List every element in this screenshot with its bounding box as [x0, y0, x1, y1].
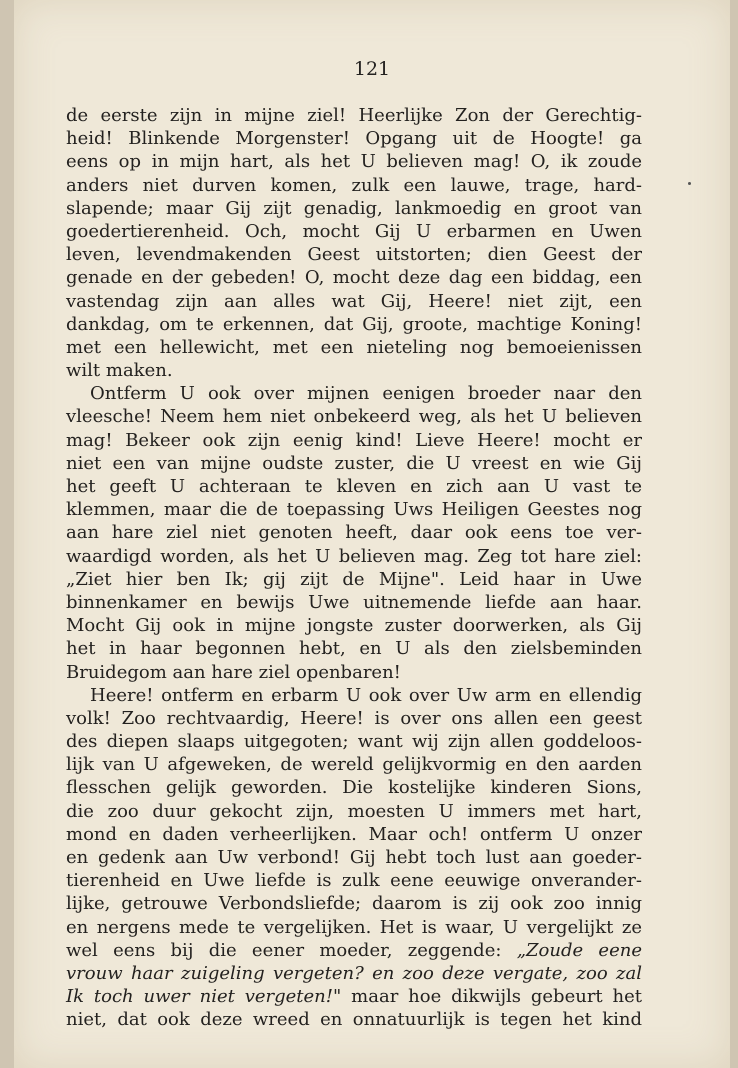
text-line [66, 892, 642, 915]
text-segment: Bruidegom aan hare ziel openbaren! [66, 661, 401, 683]
text-line [66, 197, 642, 220]
text-segment: met een hellewicht, met een nieteling nog bemoeienissen [66, 336, 642, 358]
text-segment: Heere! ontferm en erbarm U ook over Uw arm en ellendig [90, 684, 642, 706]
text-line [66, 405, 642, 428]
text-line [66, 614, 642, 637]
text-segment: „Ziet hier ben Ik; gij zijt de Mijne". Leid haar in Uwe [66, 568, 642, 590]
text-line [66, 521, 642, 544]
text-line [66, 127, 642, 150]
text-segment: die zoo duur gekocht zijn, moesten U immers met hart, [66, 800, 642, 822]
text-line [66, 498, 642, 521]
text-segment: eens op in mijn hart, als het U believen mag! O, ik zoude [66, 151, 642, 173]
text-line [66, 382, 642, 405]
text-segment: volk! Zoo rechtvaardig, Heere! is over ons allen een geest [66, 707, 642, 729]
text-segment: binnenkamer en bewijs Uwe uitnemende liefde aan haar. [66, 591, 642, 613]
text-segment: het geeft U achteraan te kleven en zich aan U vast te [66, 476, 642, 497]
text-segment: maar hoe dikwijls gebeurt het [341, 986, 643, 1008]
text-line [66, 266, 642, 289]
ink-speck [688, 182, 691, 185]
text-line [66, 174, 642, 197]
text-line [66, 800, 642, 823]
text-line [66, 707, 642, 730]
text-line [66, 591, 642, 614]
text-segment: vastendag zijn aan alles wat Gij, Heere! niet zijt, een [66, 290, 642, 312]
text-segment: genade en der gebeden! O, mocht deze dag een biddag, een [66, 267, 642, 289]
text-segment: mond en daden verheerlijken. Maar och! ontferm U onzer [66, 823, 642, 845]
text-line [66, 104, 642, 127]
text-segment: vleesche! Neem hem niet onbekeerd weg, als het U believen [66, 406, 642, 428]
text-segment: tierenheid en Uwe liefde is zulk eene eeuwige onverander- [66, 870, 642, 892]
text-line [66, 730, 642, 753]
text-segment: wel eens bij die eener moeder, zeggende: [66, 939, 517, 961]
text-line [66, 359, 642, 382]
text-line [66, 869, 642, 892]
text-segment: waardigd worden, als het U believen mag. Zeg tot hare ziel: [66, 545, 642, 567]
text-segment: aan hare ziel niet genoten heeft, daar ook eens toe ver- [66, 522, 642, 544]
text-line [66, 661, 642, 684]
italic-text-segment: vrouw haar zuigeling vergeten? en zoo deze vergate, zoo zal [66, 962, 642, 984]
text-segment: Mocht Gij ook in mijne jongste zuster doorwerken, als Gij [66, 615, 642, 637]
text-line [66, 452, 642, 475]
text-line [66, 1008, 642, 1031]
text-line [66, 150, 642, 173]
text-segment: slapende; maar Gij zijt genadig, lankmoedig en groot van [66, 197, 642, 219]
text-line [66, 313, 642, 336]
text-line [66, 962, 642, 985]
text-segment: flesschen gelijk geworden. Die kostelijke kinderen Sions, [66, 777, 642, 799]
text-segment: Ontferm U ook over mijnen eenigen broeder naar den [90, 383, 642, 405]
text-segment: anders niet durven komen, zulk een lauwe, trage, hard- [66, 174, 642, 196]
text-segment: heid! Blinkende Morgenster! Opgang uit de Hoogte! ga [66, 128, 642, 150]
text-segment: het in haar begonnen hebt, en U als den zielsbeminden [66, 638, 642, 660]
text-line [66, 753, 642, 776]
italic-text-segment: „Zoude eene [516, 939, 642, 961]
text-segment: de eerste zijn in mijne ziel! Heerlijke Zon der Gerechtig- [66, 105, 642, 126]
text-segment: lijk van U afgeweken, de wereld gelijkvormig en den aarden [66, 754, 642, 776]
body-text [66, 104, 642, 1032]
text-line [66, 475, 642, 498]
text-segment: lijke, getrouwe Verbondsliefde; daarom is zij ook zoo innig [66, 893, 642, 915]
text-segment: dankdag, om te erkennen, dat Gij, groote, machtige Koning! [66, 313, 642, 335]
text-line [66, 545, 642, 568]
text-line [66, 637, 642, 660]
text-line [66, 429, 642, 452]
text-segment: mag! Bekeer ook zijn eenig kind! Lieve Heere! mocht er [66, 429, 642, 451]
text-segment: wilt maken. [66, 360, 173, 382]
text-line [66, 916, 642, 939]
text-segment: en gedenk aan Uw verbond! Gij hebt toch lust aan goeder- [66, 847, 642, 868]
text-segment: niet een van mijne oudste zuster, die U vreest en wie Gij [66, 452, 642, 474]
text-segment: niet, dat ook deze wreed en onnatuurlijk is tegen het kind [66, 1009, 642, 1031]
text-line [66, 220, 642, 243]
text-segment: goedertierenheid. Och, mocht Gij U erbarmen en Uwen [66, 220, 642, 242]
text-line [66, 568, 642, 591]
text-line [66, 290, 642, 313]
text-line [66, 846, 642, 869]
text-segment: klemmen, maar die de toepassing Uws Heiligen Geestes nog [66, 499, 642, 521]
text-line [66, 243, 642, 266]
italic-text-segment: Ik toch uwer niet vergeten!" [66, 986, 342, 1008]
text-line [66, 939, 642, 962]
text-segment: des diepen slaaps uitgegoten; want wij zijn allen goddeloos- [66, 731, 642, 753]
text-line [66, 336, 642, 359]
text-line [66, 823, 642, 846]
text-segment: leven, levendmakenden Geest uitstorten; dien Geest der [66, 244, 642, 266]
page-number: 121 [353, 58, 391, 80]
text-segment: en nergens mede te vergelijken. Het is waar, U vergelijkt ze [66, 916, 642, 938]
text-line [66, 776, 642, 799]
text-line [66, 985, 642, 1008]
text-line [66, 684, 642, 707]
